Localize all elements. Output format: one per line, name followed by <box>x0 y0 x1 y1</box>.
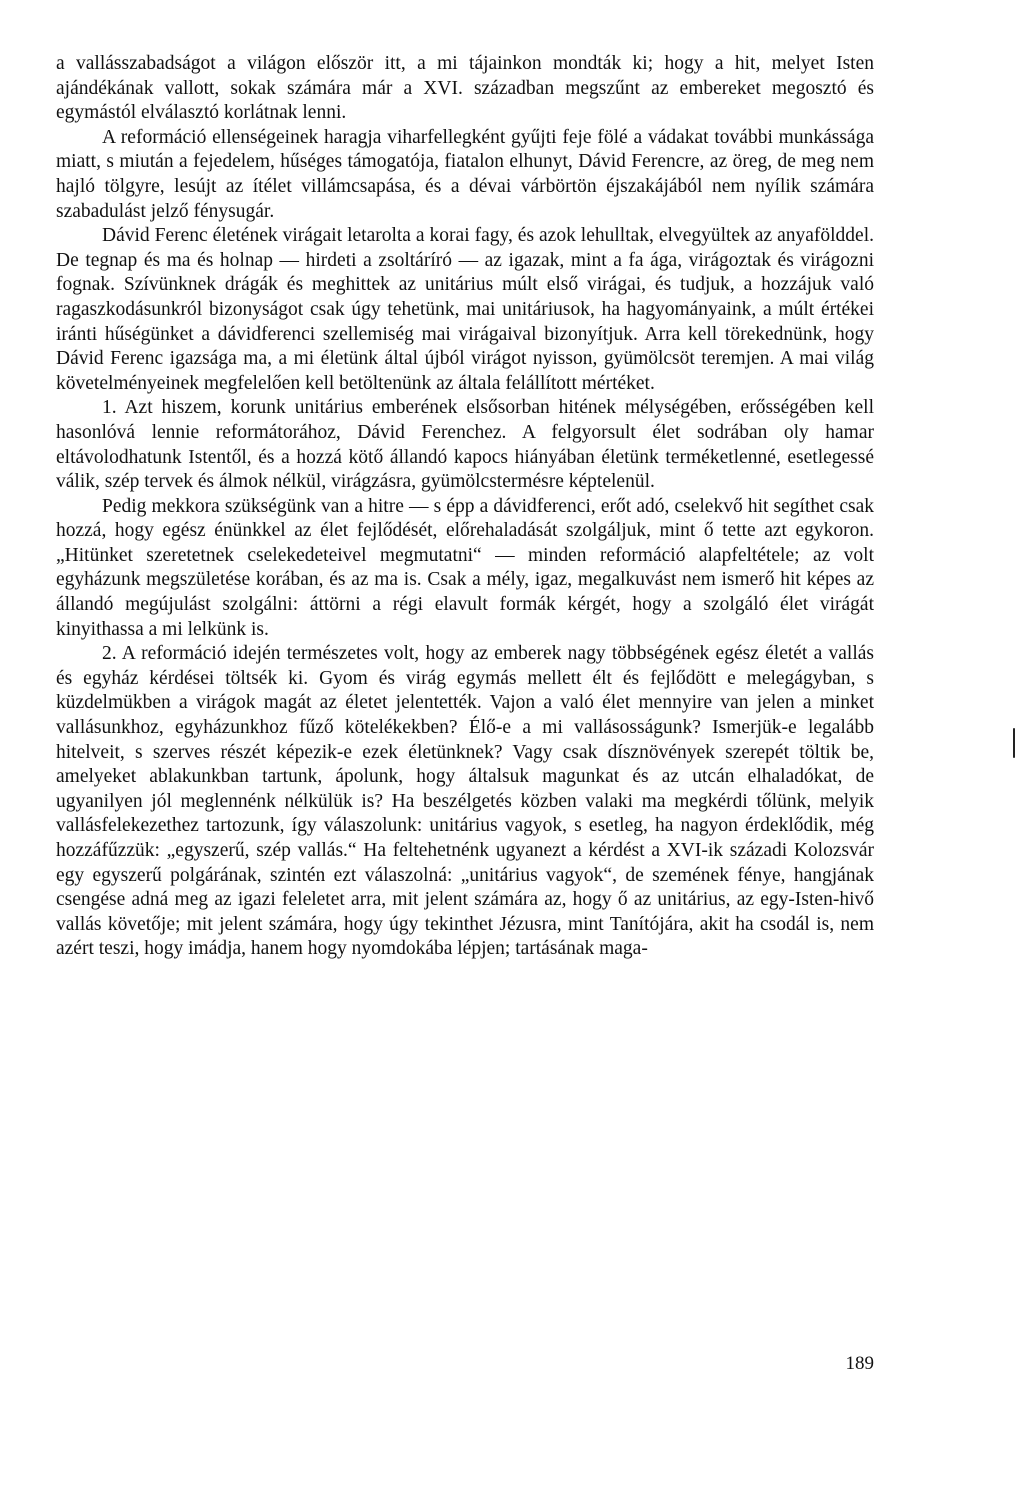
paragraph-4: 1. Azt hiszem, korunk unitárius emberének elsősorban hitének mélységében, erősségében kell hasonlóvá lennie reformátorához, Dávid Ferenchez. A felgyorsult élet sodrában oly hamar eltávolodhatunk Istentől, és a hozzá kötő állandó kapocs hiányában életünk terméketlenné, esetlegessé válik, szép tervek és álmok nélkül, virágzásra, gyümölcstermésre képtelenül. <box>56 397 874 493</box>
page-number: 189 <box>845 1353 874 1374</box>
page-body <box>56 52 874 962</box>
margin-mark <box>1013 728 1015 758</box>
paragraph-6: 2. A reformáció idején természetes volt, hogy az emberek nagy többségének egész életét a vallás és egyház kérdései töltsék ki. Gyom és virág egymás mellett élt és fejlődött e melegágyban, s küzdelmükben a virágok magát az életet jelentették. Vajon a való élet mennyire van jelen a minket vallásunkhoz, egyházunkhoz fűző kötelékekben? Élő-e a mi vallásosságunk? Ismerjük-e legalább hitelveit, s szerves részét képezik-e ezek életünknek? Vagy csak dísznövények szerepét töltik be, amelyeket ablakunkban tartunk, ápolunk, hogy általsuk magunkat és az utcán elhaladókat, de ugyanilyen jól meglennénk nélkülük is? Ha beszélgetés közben valaki ma megkérdi tőlünk, melyik vallásfelekezethez tartozunk, így válaszolunk: unitárius vagyok, s esetleg, ha nagyon érdeklődik, még hozzáfűzzük: „egyszerű, szép vallás.“ Ha feltehetnénk ugyanezt a kérdést a XVI-ik századi Kolozsvár egy egyszerű polgárának, szintén ezt válaszolná: „unitárius vagyok“, de szemének fénye, hangjának csengése adná meg az igazi feleletet arra, mit jelent számára az, hogy ő az unitárius, az egy-Isten-hivő vallás követője; mit jelent számára, hogy úgy tekinthet Jézusra, mint Tanítójára, akit ha csodál is, nem azért teszi, hogy imádja, hanem hogy nyomdokába lépjen; tartásának maga- <box>56 643 874 960</box>
paragraph-5: Pedig mekkora szükségünk van a hitre — s épp a dávidferenci, erőt adó, cselekvő hit segíthet csak hozzá, hogy egész énünkkel az élet fejlődését, előrehaladását szolgáljuk, mint ő tette azt egykoron. „Hitünket szeretetnek cselekedeteivel megmutatni“ — minden reformáció alapfeltétele; az volt egyházunk megszületése korában, és az ma is. Csak a mély, igaz, megalkuvást nem ismerő hit képes az állandó megújulást szolgálni: áttörni a régi elavult formák kérgét, hogy a szolgáló élet virágát kinyithassa a mi lelkünk is. <box>56 495 874 640</box>
paragraph-3: Dávid Ferenc életének virágait letarolta a korai fagy, és azok lehulltak, elvegyültek az anyafölddel. De tegnap és ma és holnap — hirdeti a zsoltáríró — az igazak, mint a fa ága, virágoztak és virágozni fognak. Szívünknek drágák és meghittek az unitárius múlt első virágai, és tudjuk, a hozzájuk való ragaszkodásunkról bizonyságot csak úgy tehetünk, mai unitáriusok, ha hagyományaink, a múlt értékei iránti hűségünket a dávidferenci szellemiség mai virágaival bizonyítjuk. Arra kell törekednünk, hogy Dávid Ferenc igazsága ma, a mi életünk által újból virágot nyisson, gyümölcsöt teremjen. A mai világ követelményeinek megfelelően kell betöltenünk az általa felállított mértéket. <box>56 225 874 394</box>
paragraph-1: a vallásszabadságot a világon először itt, a mi tájainkon mondták ki; hogy a hit, melyet Isten ajándékának vallott, sokak számára már a XVI. században megszűnt az embereket megosztó és egymástól elválasztó korlátnak lenni. <box>56 53 874 124</box>
paragraph-2: A reformáció ellenségeinek haragja viharfellegként gyűjti feje fölé a vádakat további munkássága miatt, s miután a fejedelem, hűséges támogatója, fiatalon elhunyt, Dávid Ferencre, az öreg, de meg nem hajló tölgyre, lesújt az ítélet villámcsapása, és a dévai várbörtön éjszakájából nem nyílik számára szabadulást jelző fénysugár. <box>56 126 874 222</box>
